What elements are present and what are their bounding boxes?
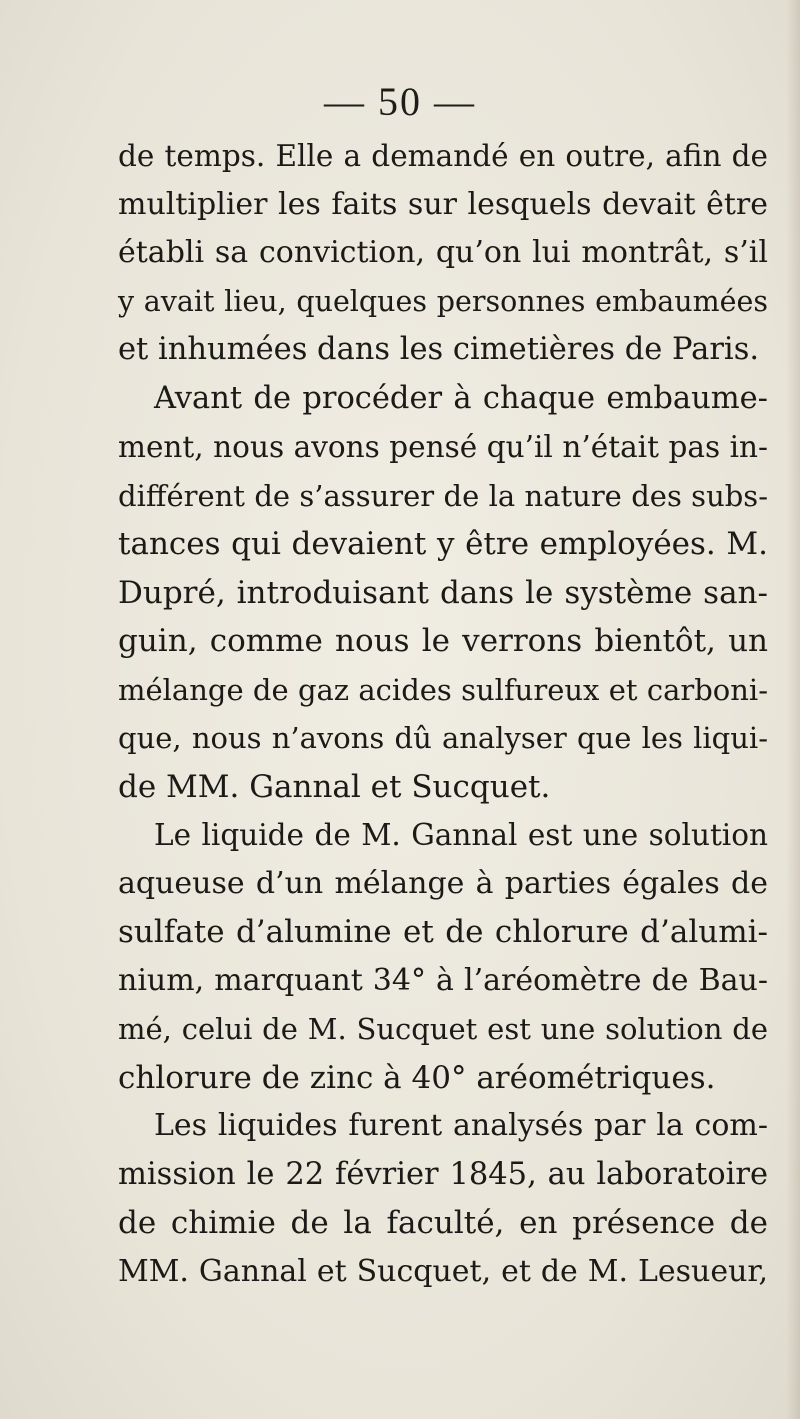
text-line: mission le 22 février 1845, au laboratoire	[118, 1156, 768, 1192]
text-line: différent de s’assurer de la nature des subs-	[118, 478, 768, 513]
text-line: tances qui devaient y être employées. M.	[118, 526, 768, 562]
text-line: et inhumées dans les cimetières de Paris.	[118, 332, 760, 367]
page-edge-shadow	[786, 0, 800, 1419]
text-line: de MM. Gannal et Sucquet.	[118, 768, 551, 805]
text-line: Le liquide de M. Gannal est une solution	[154, 818, 768, 852]
text-line: Avant de procéder à chaque embaume-	[154, 380, 768, 416]
text-line: multiplier les faits sur lesquels devait être	[118, 186, 768, 222]
text-line: y avait lieu, quelques personnes embaumées	[118, 284, 768, 318]
body-text	[118, 132, 768, 1296]
text-line: que, nous n’avons dû analyser que les liqui-	[118, 721, 768, 755]
text-line: mé, celui de M. Sucquet est une solution de	[118, 1012, 768, 1046]
text-line: de chimie de la faculté, en présence de	[118, 1205, 768, 1241]
text-line: nium, marquant 34° à l’aréomètre de Bau-	[118, 962, 768, 998]
text-line: mélange de gaz acides sulfureux et carboni-	[118, 672, 768, 707]
text-line: guin, comme nous le verrons bientôt, un	[118, 623, 768, 659]
text-line: de temps. Elle a demandé en outre, afin de	[118, 139, 768, 173]
text-line: aqueuse d’un mélange à parties égales de	[118, 865, 768, 901]
text-line: MM. Gannal et Sucquet, et de M. Lesueur,	[118, 1253, 768, 1289]
text-line: ment, nous avons pensé qu’il n’était pas in-	[118, 430, 768, 464]
text-line: Dupré, introduisant dans le système san-	[118, 574, 768, 611]
page-number: — 50 —	[324, 79, 476, 124]
text-line: établi sa conviction, qu’on lui montrât, s’il	[118, 235, 768, 270]
text-line: chlorure de zinc à 40° aréométriques.	[118, 1059, 716, 1096]
text-line: Les liquides furent analysés par la com-	[154, 1108, 768, 1143]
text-line: sulfate d’alumine et de chlorure d’alumi-	[118, 914, 768, 950]
